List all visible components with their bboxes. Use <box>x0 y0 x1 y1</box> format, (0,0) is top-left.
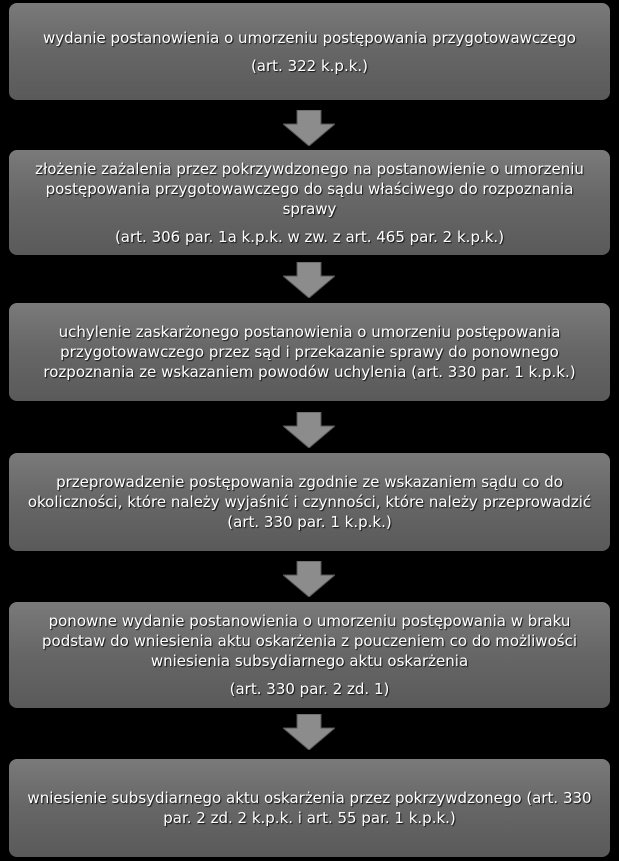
step-5-reference: (art. 330 par. 2 zd. 1) <box>229 680 390 698</box>
step-box-3 <box>9 303 610 401</box>
step-box-5 <box>9 602 610 708</box>
step-1-reference: (art. 322 k.p.k.) <box>250 56 369 75</box>
arrow-down-icon <box>283 714 335 750</box>
step-box-6 <box>9 759 610 857</box>
arrow-down-icon <box>283 561 335 597</box>
arrow-down-icon <box>283 412 335 448</box>
step-6-text: wniesienie subsydiarnego aktu oskarżenia przez pokrzywdzonego (art. 330 par. 2 zd. 2 k.p.k. i art. 55 par. 1 k.p.k.) <box>27 789 592 827</box>
step-box-1 <box>9 3 610 100</box>
step-4-text: przeprowadzenie postępowania zgodnie ze wskazaniem sądu co do okoliczności, które należy wyjaśnić i czynności, które należy przeprowadzić (art. 330 par. 1 k.p.k.) <box>27 473 592 531</box>
step-3-text: uchylenie zaskarżonego postanowienia o umorzeniu postępowania przygotowawczego przez sąd i przekazanie sprawy do ponownego rozpoznania ze wskazaniem powodów uchylenia (art. 330 par. 1 k.p.k.) <box>43 323 576 381</box>
step-box-2 <box>9 150 610 255</box>
step-1-text: wydanie postanowienia o umorzeniu postępowania przygotowawczego <box>43 28 576 47</box>
step-2-text: złożenie zażalenia przez pokrzywdzonego na postanowienie o umorzeniu postępowania przygotowawczego do sądu właściwego do rozpoznania sprawy <box>35 159 584 218</box>
step-2-reference: (art. 306 par. 1a k.p.k. w zw. z art. 465 par. 2 k.p.k.) <box>114 227 505 246</box>
arrow-down-icon <box>283 262 335 298</box>
arrow-down-icon <box>283 110 335 146</box>
step-box-4 <box>9 453 610 551</box>
step-5-text: ponowne wydanie postanowienia o umorzeniu postępowania w braku podstaw do wniesienia aktu oskarżenia z pouczeniem co do możliwości wniesienia subsydiarnego aktu oskarżenia <box>42 612 577 670</box>
